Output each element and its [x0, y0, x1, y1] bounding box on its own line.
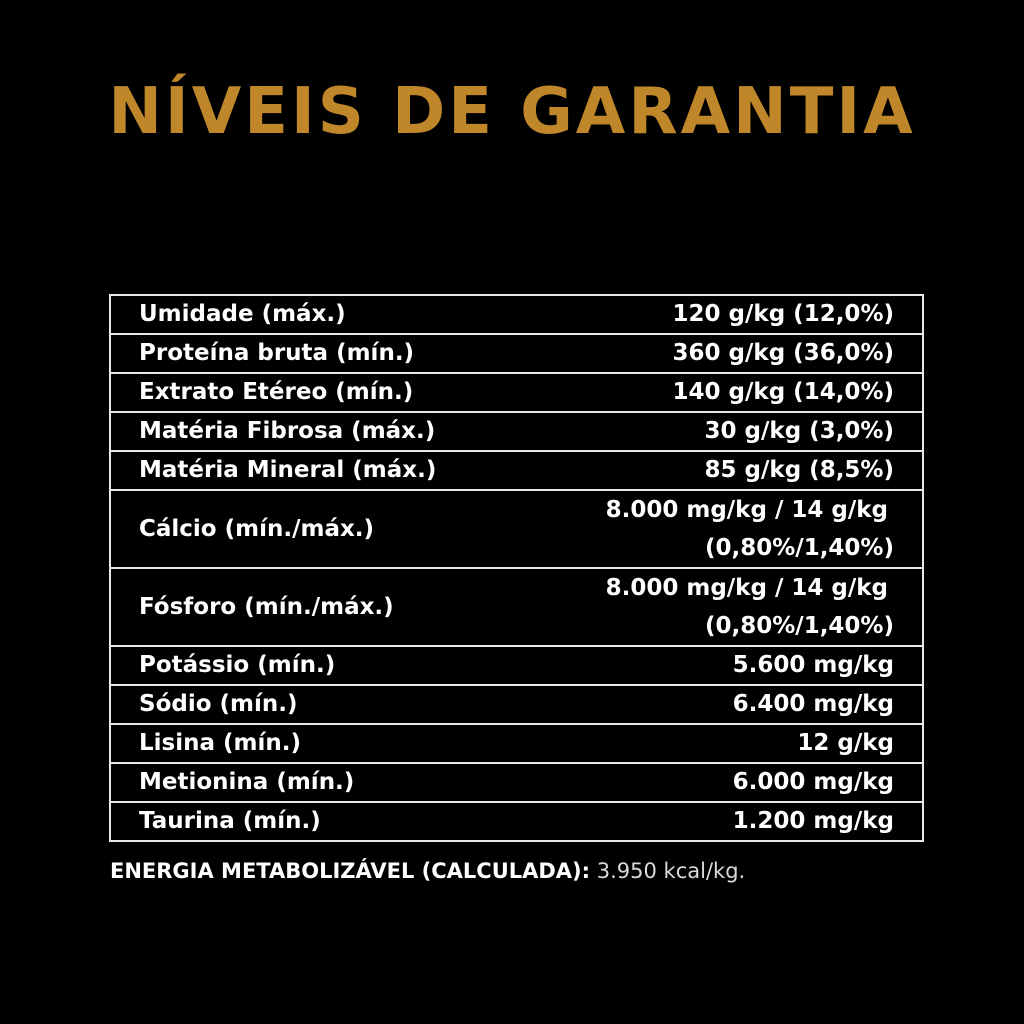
table-row-extrato-etereo — [110, 373, 923, 412]
energy-value: 3.950 kcal/kg. — [596, 859, 746, 883]
table-row-materia-mineral — [110, 451, 923, 490]
table-row-fosforo — [110, 568, 923, 646]
table-row-calcio — [110, 490, 923, 568]
nutrient-name: Matéria Fibrosa (máx.) — [110, 412, 510, 451]
table-row-potassio — [110, 646, 923, 685]
nutrient-value: 30 g/kg (3,0%) — [510, 412, 923, 451]
energy-label: ENERGIA METABOLIZÁVEL (CALCULADA): — [110, 859, 591, 883]
nutrient-name: Sódio (mín.) — [110, 685, 510, 724]
nutrient-value-line: 8.000 mg/kg / 14 g/kg — [605, 575, 888, 601]
nutrient-name: Matéria Mineral (máx.) — [110, 451, 510, 490]
nutrient-value: 12 g/kg — [510, 724, 923, 763]
nutrient-value-line: (0,80%/1,40%) — [704, 535, 894, 561]
nutrient-value: 6.400 mg/kg — [510, 685, 923, 724]
table-row-sodio — [110, 685, 923, 724]
nutrient-value: 140 g/kg (14,0%) — [510, 373, 923, 412]
nutrition-table — [109, 294, 924, 842]
nutrient-name: Lisina (mín.) — [110, 724, 510, 763]
table-row-lisina — [110, 724, 923, 763]
page-title: NÍVEIS DE GARANTIA — [108, 75, 916, 149]
nutrient-value: 85 g/kg (8,5%) — [510, 451, 923, 490]
table-row-proteina — [110, 334, 923, 373]
nutrient-value: 120 g/kg (12,0%) — [510, 295, 923, 334]
nutrient-name: Umidade (máx.) — [110, 295, 510, 334]
nutrient-name: Taurina (mín.) — [110, 802, 510, 841]
nutrient-name: Cálcio (mín./máx.) — [110, 490, 510, 568]
nutrient-name: Fósforo (mín./máx.) — [110, 568, 510, 646]
nutrient-value-line: 8.000 mg/kg / 14 g/kg — [605, 497, 888, 523]
table-row-umidade — [110, 295, 923, 334]
table-row-metionina — [110, 763, 923, 802]
energy-line — [110, 859, 745, 883]
table-row-taurina — [110, 802, 923, 841]
nutrient-name: Potássio (mín.) — [110, 646, 510, 685]
table-row-materia-fibrosa — [110, 412, 923, 451]
nutrient-value — [510, 490, 923, 568]
nutrient-name: Extrato Etéreo (mín.) — [110, 373, 510, 412]
nutrient-value — [510, 568, 923, 646]
nutrient-value: 6.000 mg/kg — [510, 763, 923, 802]
nutrient-value: 1.200 mg/kg — [510, 802, 923, 841]
nutrient-name: Proteína bruta (mín.) — [110, 334, 510, 373]
nutrient-name: Metionina (mín.) — [110, 763, 510, 802]
nutrient-value-line: (0,80%/1,40%) — [704, 613, 894, 639]
nutrient-value: 360 g/kg (36,0%) — [510, 334, 923, 373]
nutrient-value: 5.600 mg/kg — [510, 646, 923, 685]
